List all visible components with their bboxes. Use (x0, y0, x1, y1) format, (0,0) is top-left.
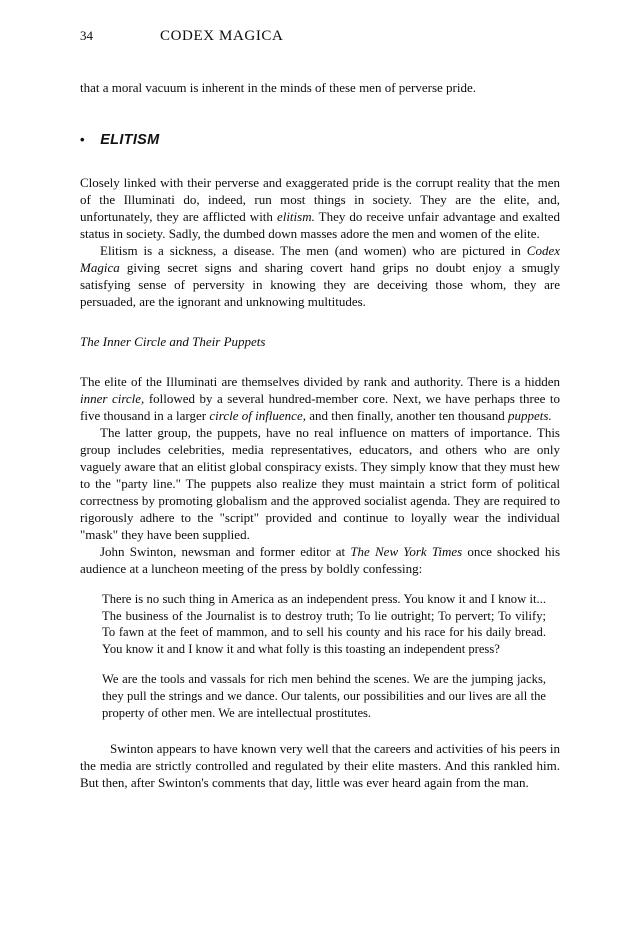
paragraph: Elitism is a sickness, a disease. The men (and women) who are pictured in Codex Magica giving secret signs and sharing covert hand grips no doubt enjoy a smugly satisfying sense of perversity in knowing they are deceiving those whom, they are persuaded, are the ignorant and unknowing multitudes. (80, 243, 560, 309)
paragraph: Swinton appears to have known very well that the careers and activities of his peers in the media are strictly controlled and regulated by their elite masters. And this rankled him. But then, after Swinton's comments that day, little was ever heard again from the man. (80, 741, 560, 791)
bullet-icon: • (80, 132, 85, 147)
paragraph: The elite of the Illuminati are themselves divided by rank and authority. There is a hidden inner circle, followed by a several hundred-member core. Next, we have perhaps three to five thousand in a larger circle of influence, and then finally, another ten thousand puppets. (80, 374, 560, 423)
paragraph-continuation: that a moral vacuum is inherent in the minds of these men of perverse pride. (80, 80, 477, 95)
paragraph: The latter group, the puppets, have no real influence on matters of importance. This group includes celebrities, media representatives, educators, and others who are only vaguely aware that an elitist global conspiracy exists. They simply know that they must hew to the "party line." The puppets also realize they must maintain a strict form of political correctness by promoting globalism and the approved socialist agenda. They are required to rigorously adhere to the "script" provided and continue to loyally wear the individual "mask" they have been supplied. (80, 425, 560, 542)
body-text (80, 79, 560, 791)
paragraph: John Swinton, newsman and former editor at The New York Times once shocked his audience at a luncheon meeting of the press by boldly confessing: (80, 544, 561, 576)
section-heading (80, 132, 560, 148)
section-heading-label: ELITISM (100, 132, 160, 148)
page-header (80, 28, 560, 45)
paragraph: Closely linked with their perverse and exaggerated pride is the corrupt reality that the men of the Illuminati do, indeed, run most things in society. They are the elite, and, unfortunately, they are afflicted with elitism. They do receive unfair advantage and exalted status in society. Sadly, the dumbed down masses adore the men and women of the elite. (80, 175, 560, 241)
page-number: 34 (80, 28, 93, 43)
blockquote: There is no such thing in America as an independent press. You know it and I know it... The business of the Journalist is to destroy truth; To lie outright; To pervert; To vilify; To fawn at the feet of mammon, and to sell his county and his race for his daily bread. You know it and I know it and what folly is this toasting an independent press? (102, 592, 546, 656)
running-title: CODEX MAGICA (160, 28, 284, 44)
blockquote: We are the tools and vassals for rich men behind the scenes. We are the jumping jacks, they pull the strings and we dance. Our talents, our possibilities and our lives are all the property of other men. We are intellectual prostitutes. (102, 672, 546, 720)
subheading: The Inner Circle and Their Puppets (80, 334, 266, 349)
